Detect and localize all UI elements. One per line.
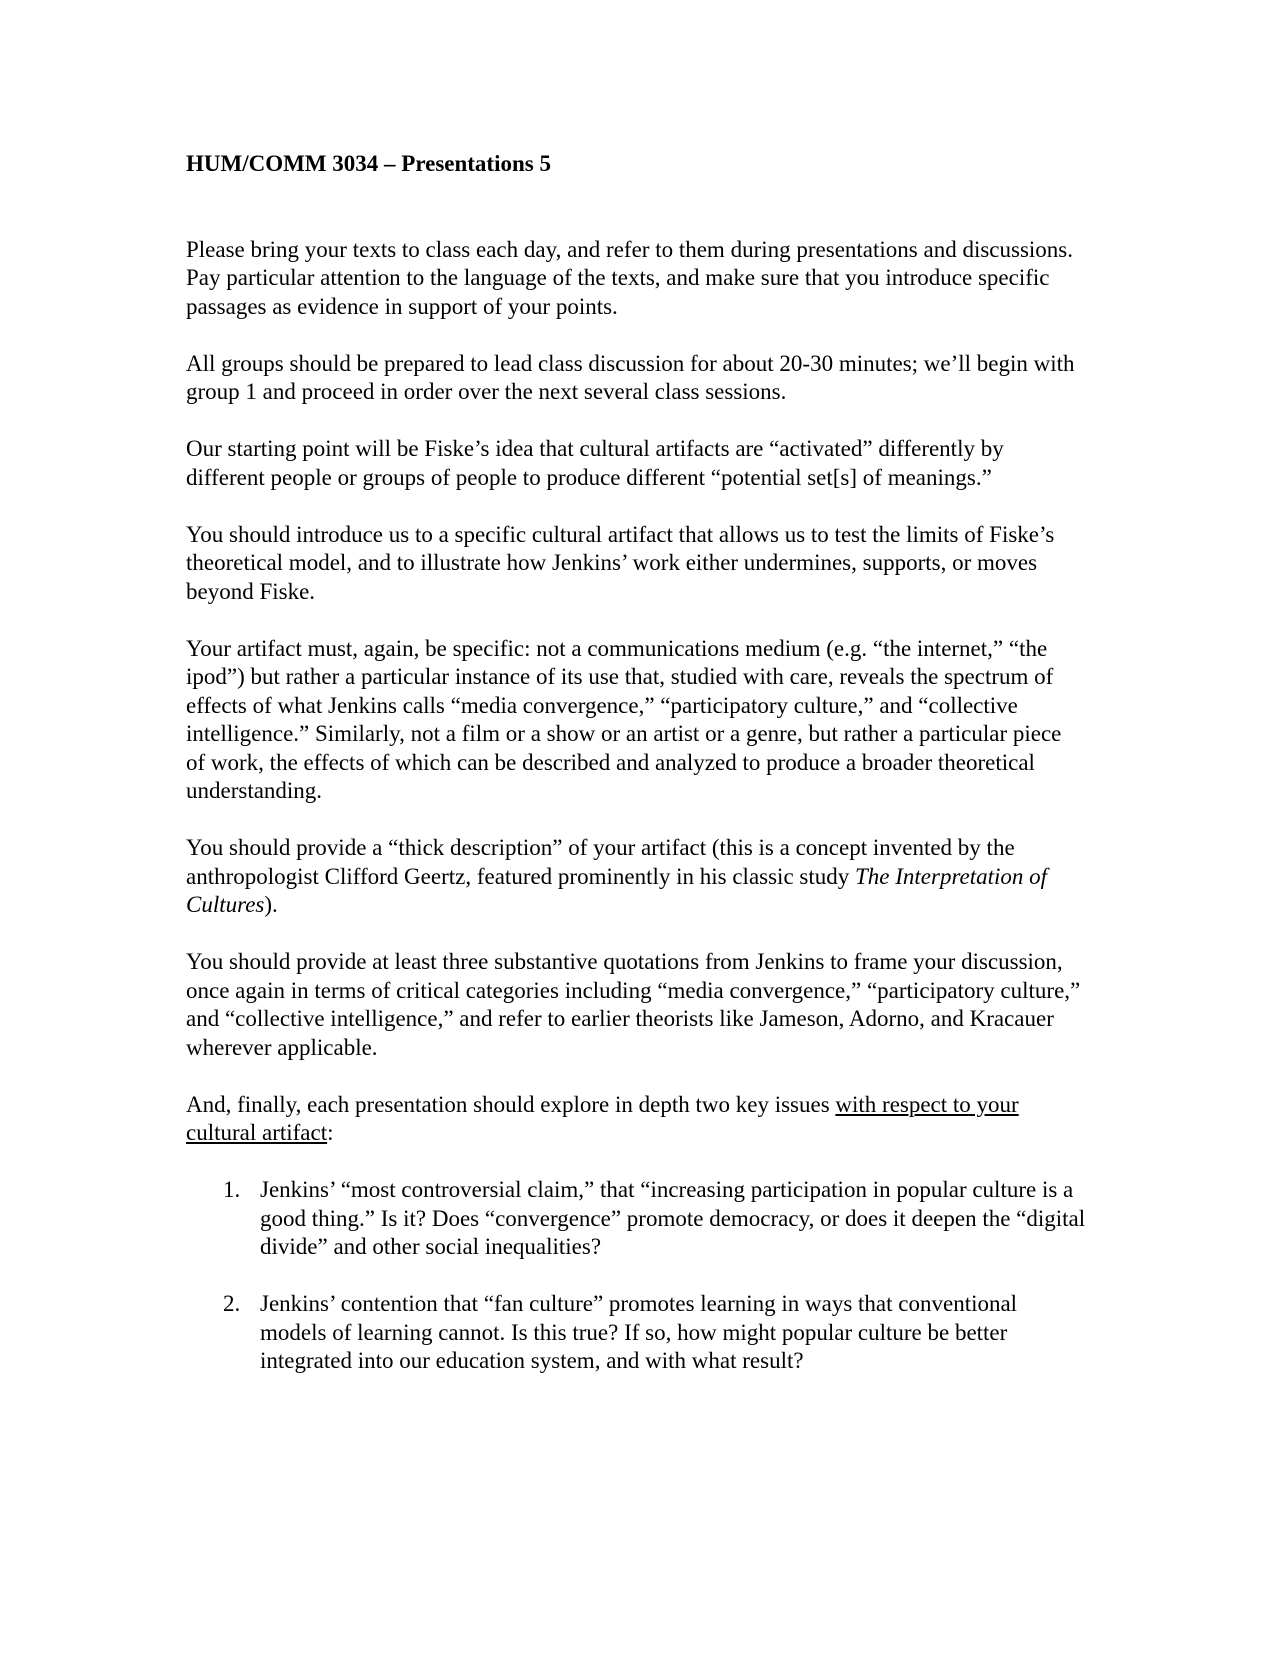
thick-description-end: ). bbox=[264, 892, 278, 917]
paragraph-fiske: Our starting point will be Fiske’s idea that cultural artifacts are “activated” differently by different people or groups of people to produce different “potential set[s] of meanings.” bbox=[186, 436, 1004, 490]
paragraph-artifact-intro: You should introduce us to a specific cultural artifact that allows us to test the limits of Fiske’s theoretical model, and to illustrate how Jenkins’ work either undermines, supports, or moves beyond Fiske. bbox=[186, 521, 1055, 604]
paragraph-thick-description bbox=[186, 834, 1086, 920]
final-text: And, finally, each presentation should explore in depth two key issues bbox=[186, 1091, 836, 1117]
underlined-phrase: with respect to your cultural artifact bbox=[186, 1091, 1019, 1145]
issues-list bbox=[186, 1176, 1086, 1376]
list-item-text: Jenkins’ “most controversial claim,” that “increasing participation in popular culture is a good thing.” Is it? Does “convergence” promote democracy, or does it deepen the “digital divide” and other social inequalities? bbox=[260, 1177, 1086, 1259]
list-number: 1. bbox=[223, 1177, 241, 1202]
document-page bbox=[186, 150, 1086, 1404]
list-item-text: Jenkins’ contention that “fan culture” promotes learning in ways that conventional models of learning cannot. Is this true? If so, how might popular culture be better integrated into our education system, and with what result? bbox=[260, 1291, 1018, 1373]
paragraph-texts: Please bring your texts to class each day, and refer to them during presentations and discussions. Pay particular attention to the language of the texts, and make sure that you introduce specific passages as evidence in support of your points. bbox=[186, 236, 1073, 319]
paragraph-quotations: You should provide at least three substantive quotations from Jenkins to frame your discussion, once again in terms of critical categories including “media convergence,” “participatory culture,” and “collective intelligence,” and refer to earlier theorists like Jameson, Adorno, and Kracauer wherever applicable. bbox=[186, 949, 1081, 1060]
list-number: 2. bbox=[223, 1291, 241, 1316]
thick-description-text: You should provide a “thick description” of your artifact (this is a concept invented by the anthropologist Clifford Geertz, featured prominently in his classic study bbox=[186, 835, 1015, 889]
list-item bbox=[186, 1176, 1086, 1262]
paragraph-groups: All groups should be prepared to lead class discussion for about 20-30 minutes; we’ll begin with group 1 and proceed in order over the next several class sessions. bbox=[186, 350, 1075, 404]
final-colon: : bbox=[327, 1120, 334, 1145]
book-title: The Interpretation of Cultures bbox=[186, 863, 1048, 917]
list-item bbox=[186, 1290, 1086, 1376]
paragraph-final bbox=[186, 1091, 1086, 1148]
paragraph-artifact-specific: Your artifact must, again, be specific: not a communications medium (e.g. “the internet,” “the ipod”) but rather a particular instance of its use that, studied with care, reveals the spectrum of effects of what Jenkins calls “media convergence,” “participatory culture,” and “collective intelligence.” Similarly, not a film or a show or an artist or a genre, but rather a particular piece of work, the effects of which can be described and analyzed to produce a broader theoretical understanding. bbox=[186, 635, 1062, 803]
document-title: HUM/COMM 3034 – Presentations 5 bbox=[186, 151, 551, 176]
